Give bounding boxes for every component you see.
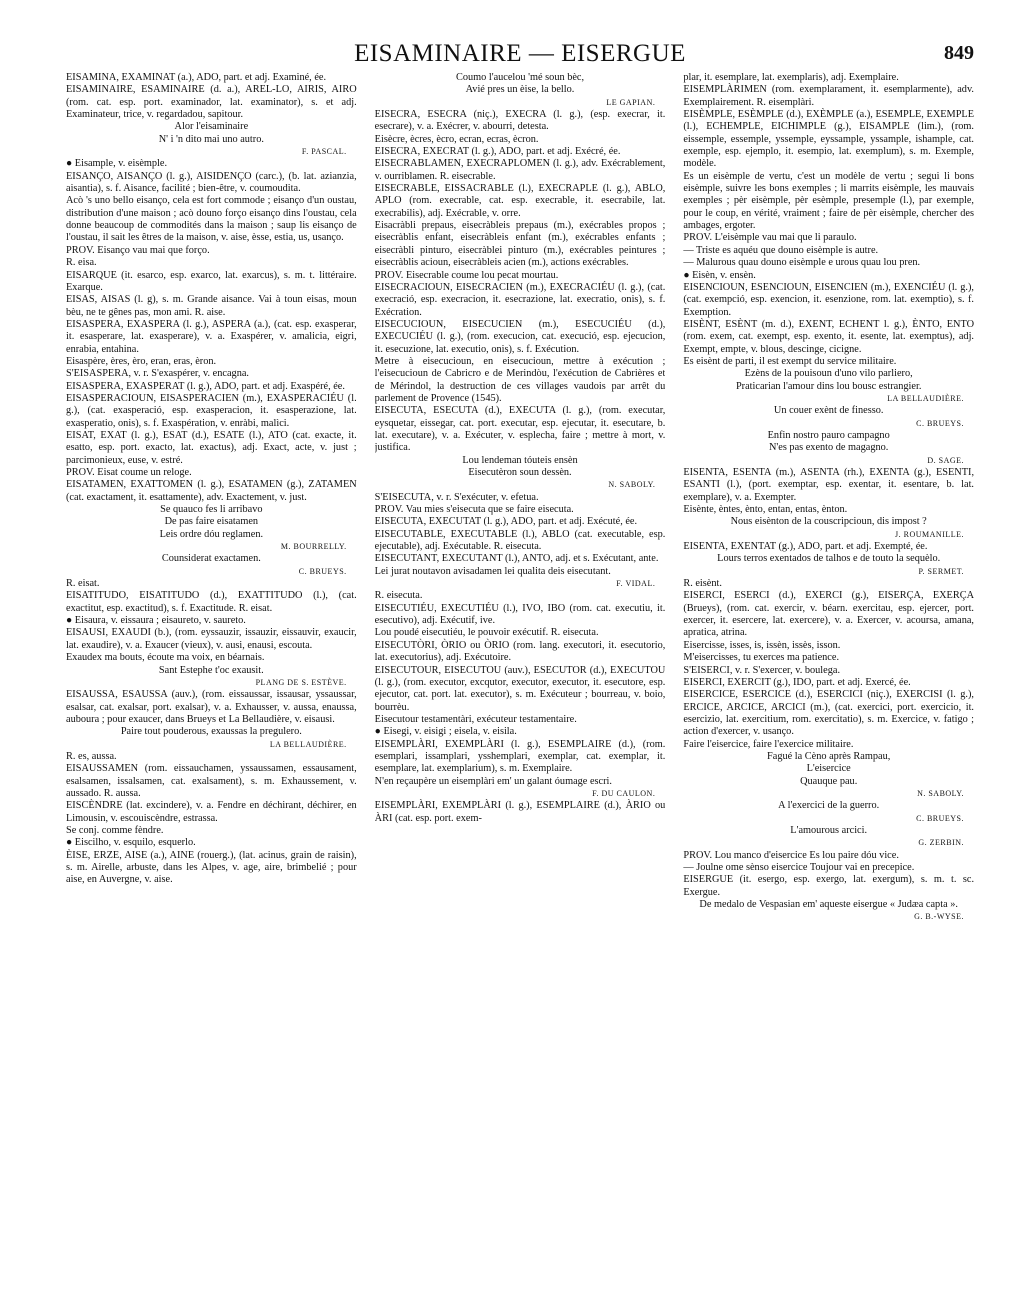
entry-paragraph: EISENTA, ESENTA (m.), ASENTA (rh.), EXENTA (g.), ESENTI, ESANTI (l.), (port. exemptar, esp. exentar, it. esentare, b. lat. exemplare), v. a. Exempter.: [683, 467, 975, 503]
verse-line: Lours terros exentados de talhos e de touto la sequèlo.: [717, 553, 941, 565]
entry-paragraph: Lei jurat noutavon avisadamen lei qualita deis eisecutant.: [374, 565, 611, 577]
verse-line: Enfin nostro pauro campagno: [767, 429, 890, 441]
verse-line: Counsiderat exactamen.: [161, 553, 261, 565]
verse-line: Praticarian l'amour dins lou bousc estrangier.: [735, 380, 922, 392]
entry-paragraph: Eisènte, èntes, ènto, entan, entas, ènton.: [683, 504, 848, 516]
entry-paragraph: Eisecutour testamentàri, exécuteur testamentaire.: [374, 713, 577, 725]
entry-paragraph: plar, it. esemplare, lat. exemplaris), adj. Exemplaire.: [683, 72, 899, 83]
entry-paragraph: PROV. L'eisèmple vau mai que li paraulo.: [683, 232, 857, 244]
column-right: [683, 72, 974, 1302]
entry-paragraph: — Malurous quau douno eisèmple e urous quau lou pren.: [683, 257, 921, 269]
entry-paragraph: EISASPERA, EXASPERAT (l. g.), ADO, part. et adj. Exaspéré, ée.: [66, 380, 345, 392]
verse-line: De pas faire eisatamen: [164, 516, 259, 528]
entry-paragraph: PROV. Lou manco d'eisercice Es lou paire dóu vice.: [683, 849, 899, 861]
verse-line: Paire tout pouderous, exaussas la pregulero.: [120, 726, 302, 738]
verse-line: Ezèns de la pouisoun d'uno vilo parliero,: [744, 368, 913, 380]
entry-paragraph: EISECUCIOUN, EISECUCIEN (m.), ESECUCIÉU (d.), EXECUCIÉU (l. g.), (rom. execucion, cat. execució, esp. ejecucion, it. esecuzione, lat. executio, onis), s. f. Exécution.: [374, 318, 666, 355]
verse-line: Alor l'eisaminaire: [174, 121, 249, 133]
entry-paragraph: N'en reçaupère un eisemplàri em' un galant óumage escri.: [374, 775, 612, 787]
citation-author: LA BELLAUDIÈRE.: [887, 393, 965, 403]
column-left: [66, 72, 357, 1302]
citation-author: G. ZERBIN.: [918, 838, 965, 848]
entry-paragraph: — Joulne ome sènso eisercice Toujour vai en precepice.: [683, 862, 915, 873]
entry-paragraph: Eisècre, ècres, ècro, ecran, ecras, ècron.: [374, 133, 539, 145]
verse-line: Eisecutèron soun dessèn.: [468, 467, 572, 478]
verse-line: L'eisercice: [806, 763, 851, 775]
entry-paragraph: EISEMPLÀRIMEN (rom. exemplarament, it. esemplarmente), adv. Exemplairement. R. eisemplàri.: [683, 84, 975, 108]
entry-paragraph: PROV. Vau mies s'eisecuta que se faire eisecuta.: [374, 504, 574, 516]
entry-paragraph: EISASPERACIOUN, EISASPERACIEN (m.), EXASPERACIÉU (l. g.), (cat. exasperació, esp. exasperacion, it. esasperazione, lat. exasperatio, onis), s. f. Exaspération, v. enràbi, malìci.: [66, 392, 357, 429]
entry-paragraph: ● Eisaura, v. eissaura ; eisaureto, v. saureto.: [66, 615, 246, 627]
citation-author: D. SAGE.: [927, 455, 965, 465]
entry-paragraph: EISATITUDO, EISATITUDO (d.), EXATTITUDO (l.), (cat. exactitut, esp. exactitud), s. f. Exactitude. R. eisat.: [66, 590, 357, 614]
entry-paragraph: ÈISE, ERZE, AISE (a.), AINE (rouerg.), (lat. acinus, grain de raisin), s. m. Airelle, arbuste, dans les Alpes, v. age, aire, brimbelié ; pour aise, en Auvergne, v. aise.: [66, 849, 357, 886]
verse-line: Nous eisènton de la couscripcioun, dis impost ?: [730, 516, 927, 528]
entry-paragraph: S'EISECUTA, v. r. S'exécuter, v. efetua.: [374, 491, 539, 503]
entry-paragraph: ● Eisèn, v. ensèn.: [683, 269, 756, 281]
citation-author: J. ROUMANILLE.: [895, 529, 965, 539]
entry-paragraph: EISECUTÒRI, ÒRIO ou ÒRIO (rom. lang. executori, it. esecutorio, lat. executorius), adj. Exécutoire.: [374, 639, 666, 664]
entry-paragraph: ● Eisample, v. eisèmple.: [66, 158, 168, 170]
entry-paragraph: — Triste es aquéu que douno eisèmple is autre.: [683, 244, 879, 256]
entry-paragraph: EISATAMEN, EXATTOMEN (l. g.), ESATAMEN (g.), ZATAMEN (cat. exactament, it. esattamente), adv. Exactement, v. just.: [66, 479, 357, 503]
entry-paragraph: EISAMINA, EXAMINAT (a.), ADO, part. et adj. Examiné, ée.: [66, 72, 327, 83]
entry-paragraph: EISERCICE, ESERCICE (d.), ESERCICI (niç.), EXERCISI (l. g.), ERCICE, ARCICE, ARCICI (m.), (cat. exercici, port. exercicio, it. esercizio, lat. exercitium, rom. exercitatio), s. m. Exercice, v. fatigo ; action d'exercer, v. usanço.: [683, 689, 975, 738]
entry-paragraph: EISASPERA, EXASPERA (l. g.), ASPERA (a.), (cat. esp. exasperar, it. esasperare, lat. exasperare), v. a. Exaspérer, v. amalicia, eigri, enrabia, entahina.: [66, 318, 357, 355]
entry-paragraph: Metre à eisecucioun, en eisecucioun, mettre à exécution ; l'eisecucioun de Cabricro e de Merindòu, l'exécution de Cabrières et de Mérindol, la destruction de ces villages vaudois par arrêt du parlement de Provence (1545).: [374, 355, 666, 404]
page-number: 849: [944, 42, 974, 64]
entry-paragraph: Faire l'eisercice, faire l'exercice militaire.: [683, 738, 854, 750]
entry-paragraph: EISCÈNDRE (lat. excindere), v. a. Fendre en déchirant, déchirer, en Limousin, v. escouiscèndre, estrassa.: [66, 800, 357, 824]
verse-line: Fagué la Cèno après Rampau,: [767, 750, 891, 762]
entry-paragraph: EISECUTOUR, EISECUTOU (auv.), ESECUTOR (d.), EXECUTOU (l. g.), (rom. executor, excqutor, executor, executor, it. esecutore, esp. ejecutor, cat. port. lat. executor), s. m. Exécuteur ; bourreau, v. boio, bourrèu.: [374, 664, 666, 713]
page-header: [66, 34, 974, 72]
verse-line: L'amourous arcici.: [790, 824, 868, 836]
entry-paragraph: PROV. Eisat coume un reloge.: [66, 467, 192, 478]
entry-paragraph: EISERCI, EXERCIT (g.), IDO, part. et adj. Exercé, ée.: [683, 676, 911, 688]
column-middle: [375, 72, 666, 1302]
citation-author: N. SABOLY.: [917, 788, 965, 798]
entry-paragraph: R. es, aussa.: [66, 750, 117, 762]
citation-author: LE GAPIAN.: [606, 97, 656, 107]
entry-paragraph: Es un eisèmple de vertu, c'est un modèle de vertu ; segui li bons eisèmple, suivre les bons exemples ; li marrits eisèmple, les mauvais exemples ; pèr eisèmple, pèr esèmple, presemple (l.), par exemple, pour le coup, en vérité, vraiment ; faire de pèr eisèmple, chercher des ambages, ergoter.: [683, 170, 975, 232]
entry-paragraph: EISAUSSAMEN (rom. eissauchamen, yssaussamen, essausament, esalsamen, issalsamen, cat. exalsament), s. m. Exhaussement, v. aussado. R. aussa.: [66, 763, 357, 799]
entry-paragraph: EISENCIOUN, ESENCIOUN, EISENCIEN (m.), EXENCIÉU (l. g.), (cat. exempció, esp. exencion, it. esenzione, rom. lat. exemptio), s. f. Exemption.: [683, 281, 975, 318]
citation-author: C. BRUEYS.: [916, 418, 965, 428]
entry-paragraph: S'EISASPERA, v. r. S'exaspérer, v. encagna.: [66, 368, 249, 380]
entry-paragraph: EISECRACIOUN, EISECRACIEN (m.), EXECRACIÉU (l. g.), (cat. execració, esp. execracion, it. esecrazione, lat. execratio, onis), s. f. Exécration.: [374, 281, 666, 318]
verse-line: Leis ordre dóu reglamen.: [159, 528, 264, 540]
citation-author: N. SABOLY.: [608, 480, 656, 490]
running-title: EISAMINAIRE — EISERGUE: [354, 40, 686, 67]
entry-paragraph: EISAS, AISAS (l. g), s. m. Grande aisance. Vai à toun eisas, moun bèu, ne te gênes pas, mon ami. R. aise.: [66, 294, 357, 318]
entry-paragraph: S'EISERCI, v. r. S'exercer, v. boulega.: [683, 664, 841, 676]
citation-author: LA BELLAUDIÈRE.: [269, 739, 347, 749]
entry-paragraph: EISARQUE (it. esarco, esp. exarco, lat. exarcus), s. m. t. littéraire. Exarque.: [66, 269, 357, 293]
text-columns: [66, 72, 974, 1302]
verse-line: Sant Estephe t'oc exausit.: [158, 664, 264, 676]
citation-author: G. B.-WYSE.: [914, 912, 965, 922]
verse-line: Coumo l'aucelou 'mé soun bèc,: [455, 72, 585, 83]
verse-line: Avié pres un èise, la bello.: [465, 84, 575, 96]
citation-author: C. BRUEYS.: [298, 566, 347, 576]
entry-paragraph: PROV. Eisanço vau mai que forço.: [66, 244, 210, 256]
verse-line: Un couer exènt de finesso.: [773, 405, 884, 417]
entry-paragraph: EISÈNT, ESÈNT (m. d.), EXENT, ECHENT l. g.), ÈNTO, ENTO (rom. exem, cat. exempt, esp. exento, it. esente, lat. exemptus), adj. Exempt, empte, v. blous, descinge, cicigne.: [683, 318, 975, 355]
entry-paragraph: Es eisènt de parti, il est exempt du service militaire.: [683, 355, 897, 367]
entry-paragraph: Acò 's uno bello eisanço, cela est fort commode ; eisanço d'un oustau, distribution d'une maison ; acò douno forço eisanço dins l'oustau, cela donne beaucoup de commodités dans la maison ; saup lis eisanço de l'oustau, il sait les êtres de la maison, v. aise, èsse, estia, us, usanço.: [66, 195, 357, 244]
verse-line: Se quauco fes li arribavo: [160, 504, 263, 516]
entry-paragraph: EISERGUE (it. esergo, esp. exergo, lat. exergum), s. m. t. sc. Exergue.: [683, 874, 975, 898]
entry-paragraph: EISAT, EXAT (l. g.), ESAT (d.), ESATE (l.), ATO (cat. exacte, it. esatto, esp. port. exacto, lat. exactus), adj. Exact, acte, v. just ; parcimonieux, euse, v. estré.: [66, 429, 357, 466]
verse-line: N' i 'n dito mai uno autro.: [158, 133, 264, 145]
entry-paragraph: EISAUSI, EXAUDI (b.), (rom. eyssauzir, issauzir, eissauvir, exaucir, lat. exaudire), v. a. Exaucer (vieux), v. ausi, enausi, escouta.: [66, 627, 357, 651]
verse-line: De medalo de Vespasian em' aqueste eisergue « Judæa capta ».: [699, 899, 958, 911]
entry-paragraph: R. eisa.: [66, 257, 97, 269]
entry-paragraph: EISECRABLAMEN, EXECRAPLOMEN (l. g.), adv. Exécrablement, v. ourriblamen. R. eisecrable.: [374, 158, 666, 182]
entry-paragraph: EISAMINAIRE, ESAMINAIRE (d. a.), AREL-LO, AIRIS, AIRO (rom. cat. esp. port. examinador, lat. examinator), s. et adj. Examinateur, trice, v. regardadou, sapitour.: [66, 84, 357, 121]
entry-paragraph: EISECUTABLE, EXECUTABLE (l.), ABLO (cat. executable, esp. ejecutable), adj. Exécutable. R. eisecuta.: [374, 528, 666, 553]
entry-paragraph: Eisaspère, ères, èro, eran, eras, èron.: [66, 355, 217, 367]
entry-paragraph: Lou poudé eisecutiéu, le pouvoir exécutif. R. eisecuta.: [374, 627, 599, 639]
citation-author: P. SERMET.: [918, 566, 965, 576]
entry-paragraph: EISECUTA, EXECUTAT (l. g.), ADO, part. et adj. Exécuté, ée.: [374, 516, 638, 528]
entry-paragraph: EISECRA, EXECRAT (l. g.), ADO, part. et adj. Exécré, ée.: [374, 146, 621, 158]
entry-paragraph: EISECRA, ESECRA (niç.), EXECRA (l. g.), (esp. execrar, it. esecrare), v. a. Exécrer, v. abourri, detesta.: [374, 109, 666, 133]
entry-paragraph: R. eisecuta.: [374, 590, 423, 602]
entry-paragraph: PROV. Eisecrable coume lou pecat mourtau.: [374, 269, 559, 281]
entry-paragraph: EISANÇO, AISANÇO (l. g.), AISIDENÇO (carc.), (b. lat. azianzia, aisantia), s. f. Aisance, facilité ; bien-être, v. coumoudita.: [66, 170, 357, 195]
entry-paragraph: EISAUSSA, ESAUSSA (auv.), (rom. eissaussar, issausar, yssaussar, esalsar, cat. exalsar, port. exalsar), v. a. Exhausser, v. aussa, enaussa, auboura ; pour exaucer, dans Brueys et La Bellaudière, v. eisausi.: [66, 689, 357, 725]
citation-author: F. VIDAL.: [616, 579, 656, 589]
entry-paragraph: EISECUTIÉU, EXECUTIÉU (l.), IVO, IBO (rom. cat. executiu, it. esecutivo), adj. Exécutif, ive.: [374, 602, 666, 627]
entry-paragraph: EISÈMPLE, ESÈMPLE (d.), EXÈMPLE (a.), ESEMPLE, EXEMPLE (l.), ECHEMPLE, EICHIMPLE (g.), EISAMPLE (lim.), (rom. eissemple, essemple, yssemple, eyssample, yssample, ishample, cat. exemple, esp. ejemplo, it. esempio, lat. exemplum), s. m. Exemple, modèle.: [683, 109, 975, 170]
entry-paragraph: ● Eiscilho, v. esquilo, esquerlo.: [66, 837, 196, 849]
citation-author: C. BRUEYS.: [916, 813, 965, 823]
entry-paragraph: Se conj. comme fèndre.: [66, 824, 164, 836]
entry-paragraph: Exaudex ma bouts, écoute ma voix, en béarnais.: [66, 652, 265, 664]
entry-paragraph: R. eisènt.: [683, 578, 722, 590]
citation-author: F. PASCAL.: [301, 147, 347, 157]
entry-paragraph: EISEMPLÀRI, EXEMPLÀRI (l. g.), ESEMPLAIRE (d.), (rom. esemplari, issamplari, ysshemplari, exemplar, cat. exemplar, it. esemplare, lat. exemplarium), s. m. Exemplaire.: [374, 738, 666, 775]
verse-line: Lou lendeman tóuteis ensèn: [462, 454, 578, 466]
verse-line: N'es pas exento de magagno.: [768, 442, 889, 454]
entry-paragraph: EISECRABLE, EISSACRABLE (l.), EXECRAPLE (l. g.), ABLO, APLO (rom. execrable, cat. esp. execrable, it. esecrabile, lat. execrabilis), adj. Exécrable, v. orre.: [374, 183, 666, 219]
citation-author: M. BOURRELLY.: [280, 542, 347, 552]
citation-author: F. DU CAULON.: [592, 788, 656, 798]
entry-paragraph: M'eisercisses, tu exerces ma patience.: [683, 652, 840, 664]
citation-author: PLANG DE S. ESTÈVE.: [255, 677, 347, 687]
entry-paragraph: EISECUTANT, EXECUTANT (l.), ANTO, adj. et s. Exécutant, ante.: [374, 553, 659, 565]
entry-paragraph: EISECUTA, ESECUTA (d.), EXECUTA (l. g.), (rom. executar, eysquetar, eissegar, cat. port. executar, esp. ejecutar, it. esecutare, b. lat. executare), v. a. Exécuter, v. esplecha, faire ; mettre à mort, v. justifica.: [374, 405, 666, 454]
entry-paragraph: Eisacràbli prepaus, eisecràbleis prepaus (m.), exécrables propos ; eisecràblis enfant, eisecràbleis enfant (m.), exécrables enfants ; eisecràbli pinturo, eisecràblei pinturo (m.), exécrables peintures ; eisecràblis acioun, eisecràbleis acien (m.), actions exécrables.: [374, 220, 666, 269]
entry-paragraph: Eisercisse, isses, is, issèn, issès, isson.: [683, 639, 841, 651]
entry-paragraph: EISENTA, EXENTAT (g.), ADO, part. et adj. Exempté, ée.: [683, 541, 928, 553]
entry-paragraph: R. eisat.: [66, 578, 100, 590]
entry-paragraph: ● Eisegi, v. eisigi ; eisela, v. eisila.: [374, 726, 517, 738]
entry-paragraph: EISEMPLÀRI, EXEMPLÀRI (l. g.), ESEMPLAIRE (d.), ÀRIO ou ÀRI (cat. esp. port. exem-: [374, 800, 666, 824]
entry-paragraph: EISERCI, ESERCI (d.), EXERCI (g.), EISERÇA, EXERÇA (Brueys), (rom. cat. exercir, v. béarn. exercitau, esp. ejercer, port. exercer, it. esercere, lat. exercere), v. a. Exercer, v. acoursa, amana, apratica, atrina.: [683, 590, 975, 639]
verse-line: A l'exercici de la guerro.: [778, 800, 880, 812]
verse-line: Quauque pau.: [800, 775, 858, 787]
